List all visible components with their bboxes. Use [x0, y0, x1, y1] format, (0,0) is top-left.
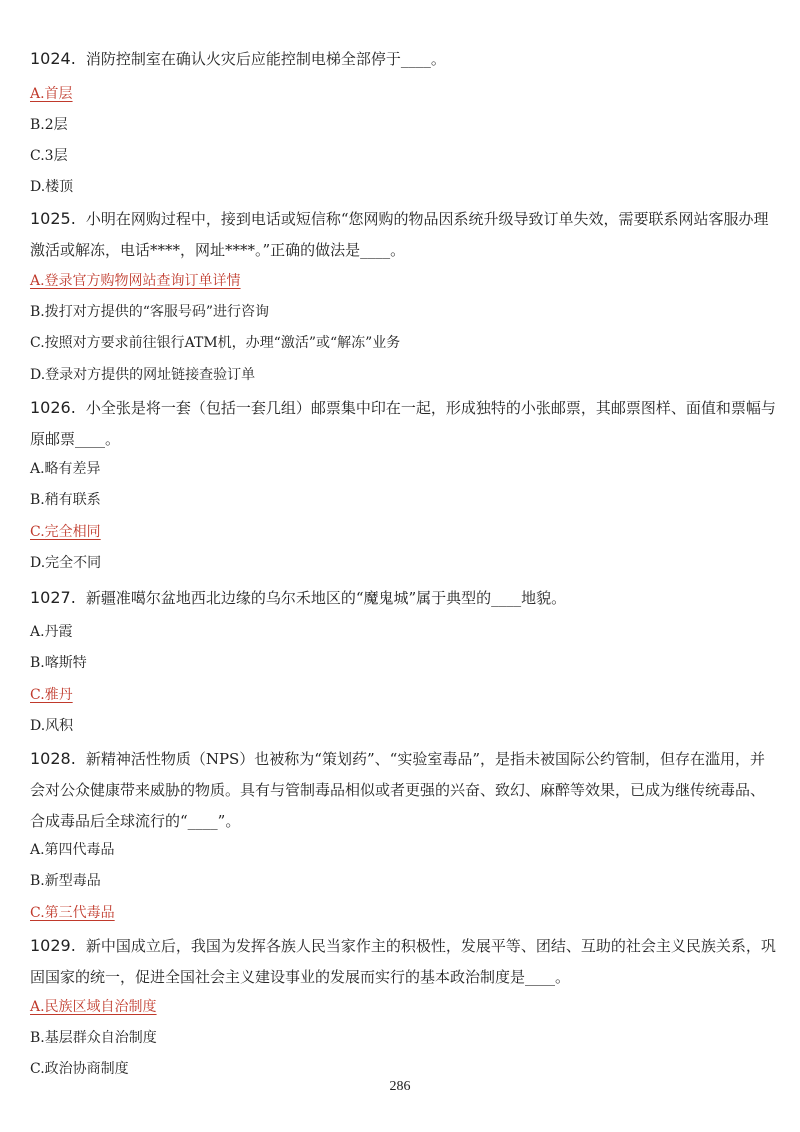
- option-1025-c: C.按照对方要求前往银行ATM机，办理“激活”或“解冻”业务: [30, 335, 401, 351]
- option-1024-a: A.首层: [30, 86, 73, 102]
- question-text: 小全张是将一套（包括一套几组）邮票集中印在一起，形成独特的小张邮票，其邮票图样、面值和票幅与原邮票____。: [30, 399, 776, 448]
- option-1028-a: A.第四代毒品: [30, 842, 115, 858]
- option-1026-b: B.稍有联系: [30, 492, 101, 508]
- option-1028-c: C.第三代毒品: [30, 905, 115, 921]
- option-1024-c: C.3层: [30, 148, 68, 164]
- question-1025: [30, 203, 778, 266]
- option-1025-a: A.登录官方购物网站查询订单详情: [30, 273, 241, 289]
- option-1024-b: B.2层: [30, 117, 68, 133]
- option-1024-d: D.楼顶: [30, 179, 74, 195]
- question-number: 1024.: [30, 49, 76, 68]
- question-number: 1025.: [30, 209, 76, 228]
- option-1027-b: B.喀斯特: [30, 655, 87, 671]
- option-1026-c: C.完全相同: [30, 524, 101, 540]
- option-1029-a: A.民族区域自治制度: [30, 999, 157, 1015]
- option-1028-b: B.新型毒品: [30, 873, 101, 889]
- option-1026-d: D.完全不同: [30, 555, 102, 571]
- option-1029-b: B.基层群众自治制度: [30, 1030, 157, 1046]
- question-1027: [30, 582, 778, 614]
- question-number: 1027.: [30, 588, 76, 607]
- option-1025-b: B.拨打对方提供的“客服号码”进行咨询: [30, 304, 270, 320]
- question-1026: [30, 392, 778, 455]
- question-number: 1029.: [30, 936, 76, 955]
- question-text: 新精神活性物质（NPS）也被称为“策划药”、“实验室毒品”，是指未被国际公约管制，但存在滥用，并会对公众健康带来威胁的物质。具有与管制毒品相似或者更强的兴奋、致幻、麻醉等效果，已成为继传统毒品、合成毒品后全球流行的“____”。: [30, 750, 766, 830]
- question-1028: [30, 743, 778, 837]
- option-1026-a: A.略有差异: [30, 461, 101, 477]
- option-1027-c: C.雅丹: [30, 687, 73, 703]
- question-number: 1028.: [30, 749, 76, 768]
- option-1025-d: D.登录对方提供的网址链接查验订单: [30, 367, 256, 383]
- option-1027-d: D.风积: [30, 718, 74, 734]
- question-number: 1026.: [30, 398, 76, 417]
- question-1024: [30, 43, 778, 75]
- option-1029-c: C.政治协商制度: [30, 1061, 129, 1077]
- question-text: 小明在网购过程中，接到电话或短信称“您网购的物品因系统升级导致订单失效，需要联系网站客服办理激活或解冻，电话****，网址****。”正确的做法是____。: [30, 210, 769, 259]
- question-text: 新中国成立后，我国为发挥各族人民当家作主的积极性，发展平等、团结、互助的社会主义民族关系，巩固国家的统一，促进全国社会主义建设事业的发展而实行的基本政治制度是____。: [30, 937, 776, 986]
- question-text: 消防控制室在确认火灾后应能控制电梯全部停于____。: [85, 50, 446, 68]
- option-1027-a: A.丹霞: [30, 624, 73, 640]
- question-text: 新疆准噶尔盆地西北边缘的乌尔禾地区的“魔鬼城”属于典型的____地貌。: [85, 589, 567, 607]
- question-1029: [30, 930, 778, 993]
- page-number: 286: [389, 1079, 411, 1094]
